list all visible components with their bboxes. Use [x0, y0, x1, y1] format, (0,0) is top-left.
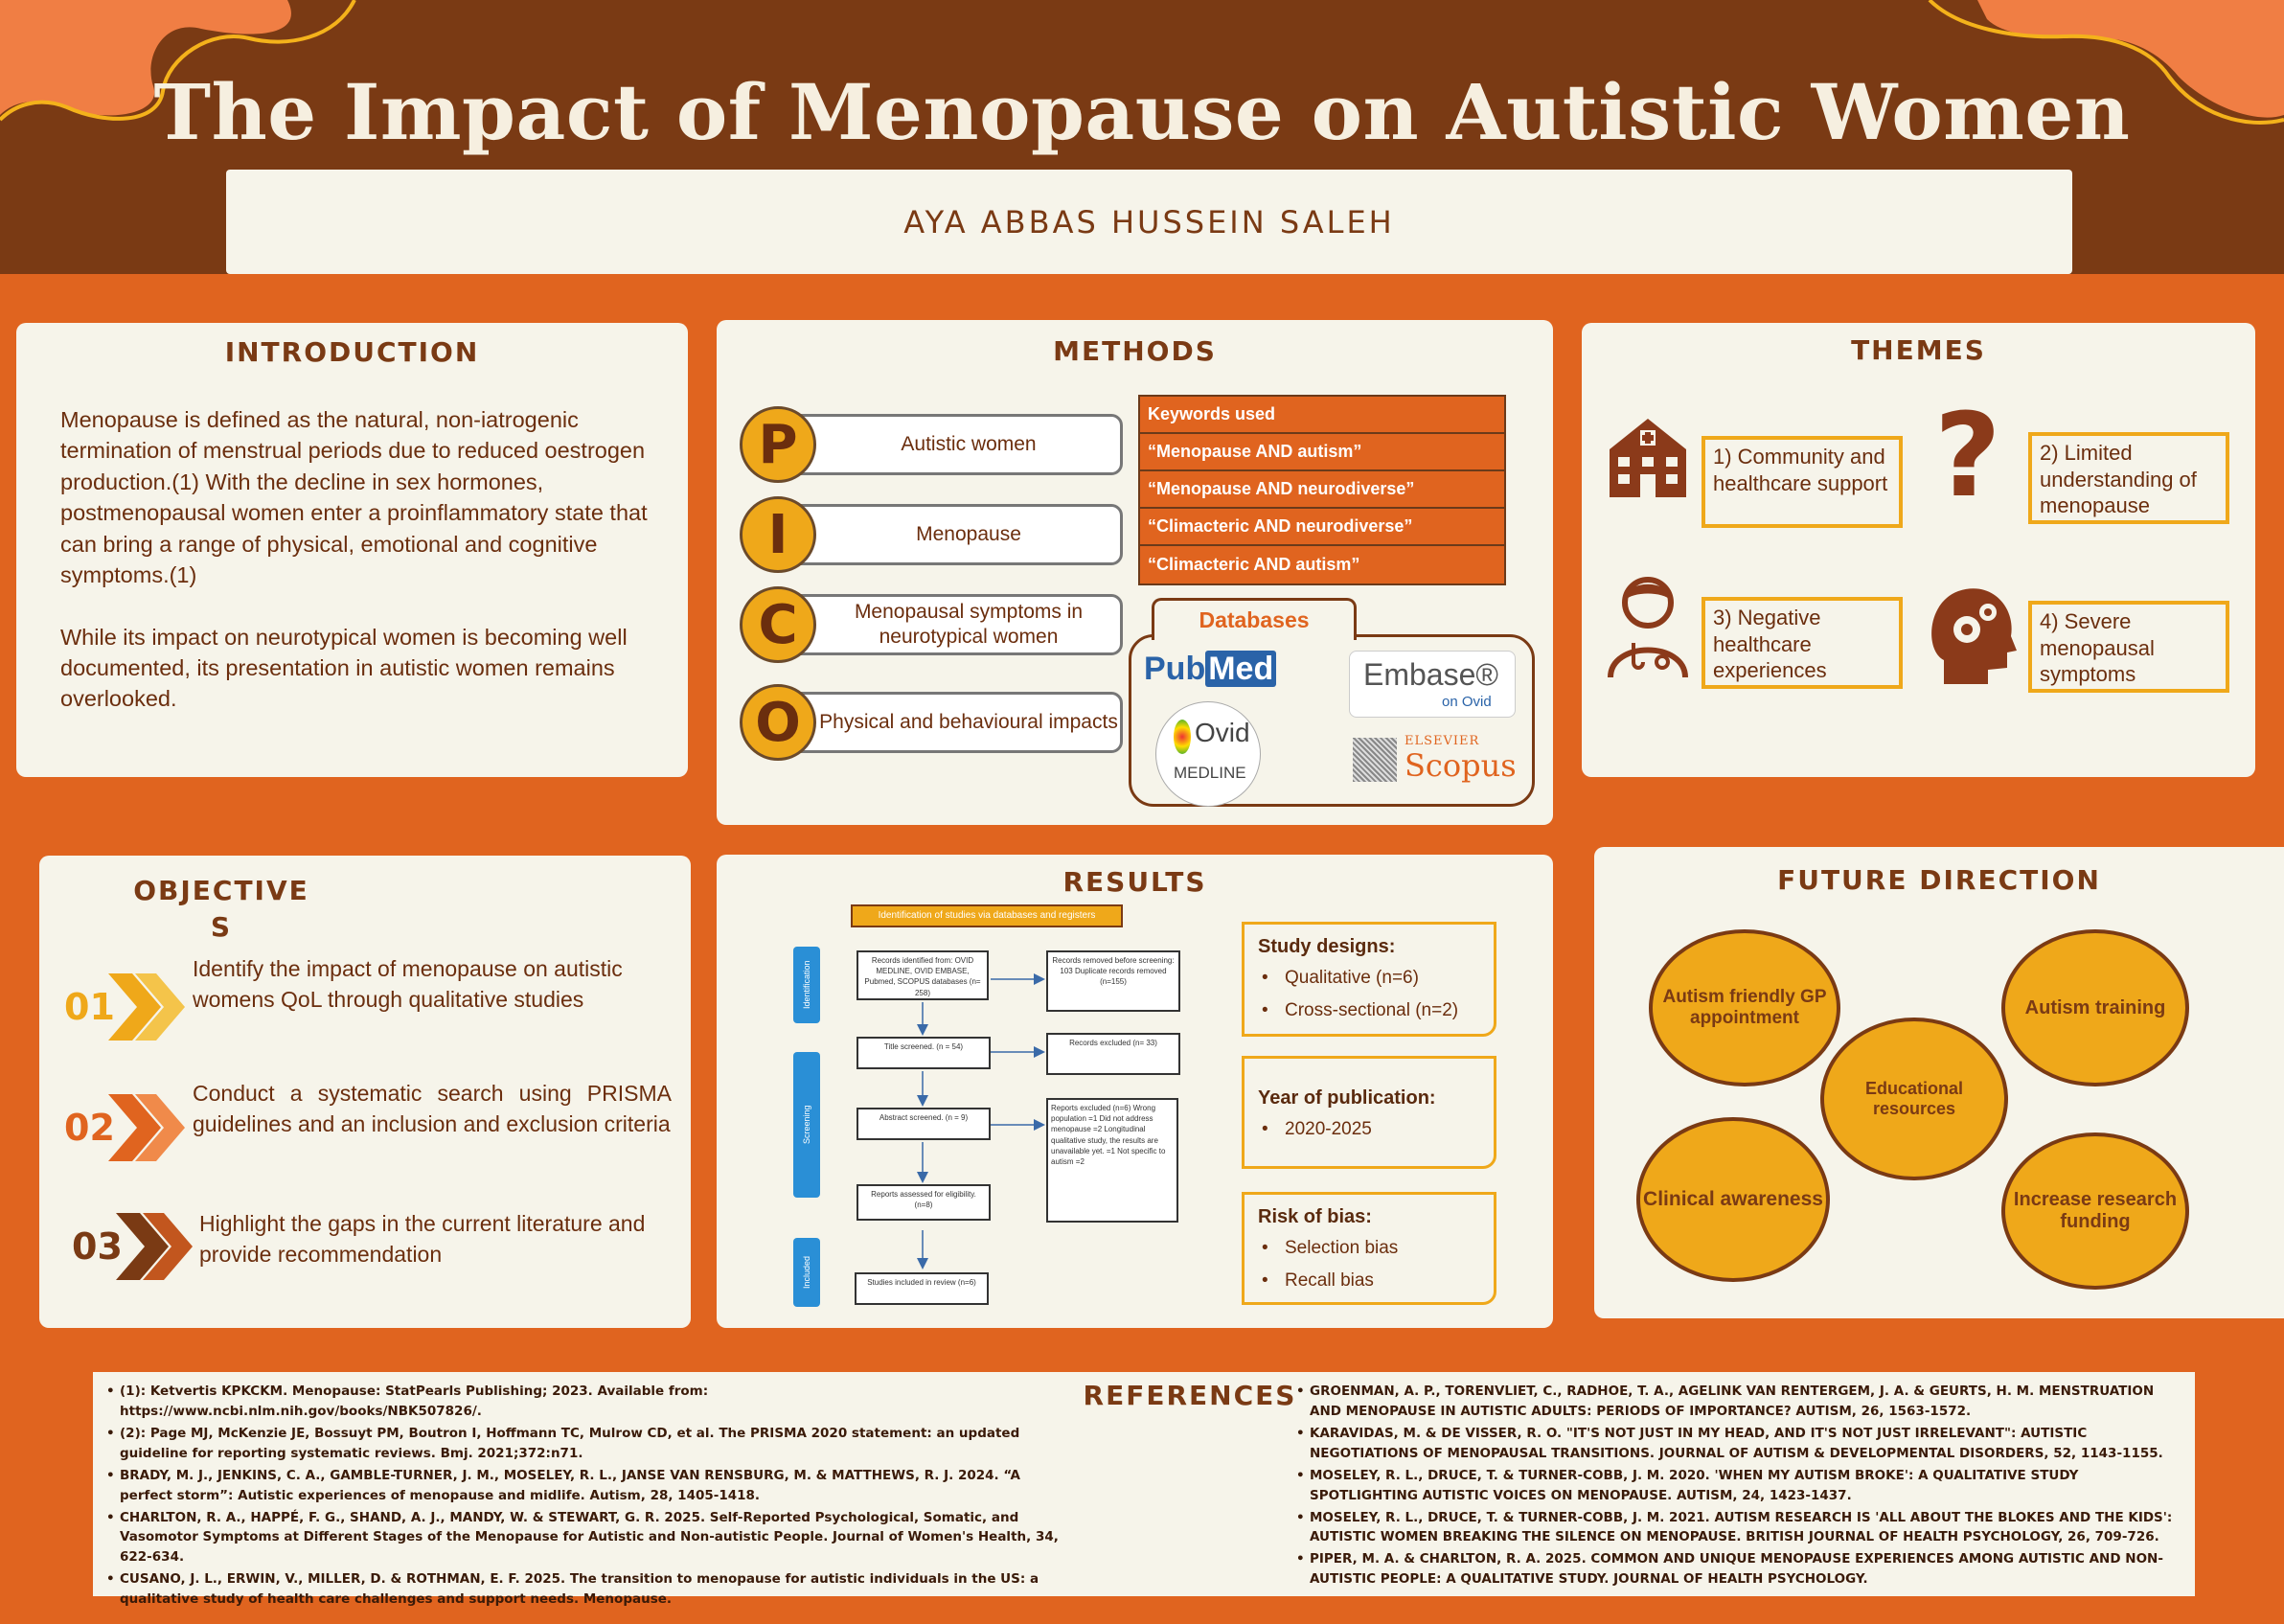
elsevier-logo-text: ELSEVIER	[1405, 734, 1480, 748]
bias-item: • Recall bias	[1258, 1270, 1480, 1292]
reference-item: • GROENMAN, A. P., TORENVLIET, C., RADHOE, T. A., AGELINK VAN RENTERGEM, J. A. & GEURTS, H. M. MENSTRUATION AND MENOPAUSE IN AUTISTIC ADULTS: PERIODS OF IMPORTANCE? AUTISM, 26, 1563-1572.	[1294, 1382, 2176, 1422]
ovid-logo-text: Ovid	[1195, 718, 1250, 747]
ovid-icon	[1174, 720, 1191, 754]
methods-panel	[717, 320, 1553, 825]
author-box	[226, 170, 2072, 274]
prisma-studies-included: Studies included in review (n=6)	[855, 1272, 989, 1305]
scopus-logo-text: Scopus	[1405, 747, 1517, 784]
future-item: Autism friendly GP appointment	[1649, 929, 1840, 1086]
pubmed-logo-text-a: Pub	[1144, 651, 1206, 687]
embase-logo	[1349, 651, 1516, 718]
embase-logo-sub: on Ovid	[1442, 694, 1492, 710]
introduction-title: INTRODUCTION	[224, 336, 480, 368]
bias-box	[1242, 1192, 1496, 1305]
prisma-header: Identification of studies via databases and registers	[851, 904, 1123, 927]
theme-3: 3) Negative healthcare experiences	[1702, 597, 1903, 689]
keyword-item: “Menopause AND autism”	[1140, 434, 1504, 471]
objectives-title-line-2: S	[210, 910, 233, 943]
keyword-item: “Menopause AND neurodiverse”	[1140, 471, 1504, 509]
future-item: Autism training	[2001, 929, 2189, 1086]
pico-row-p	[740, 406, 1123, 483]
prisma-reports-excluded: Reports excluded (n=6) Wrong population =1 Did not address menopause =2 Longitudinal qualitative study, the results are unavailable yet. =1 Not specific to autism =2	[1046, 1098, 1178, 1223]
study-designs-box	[1242, 922, 1496, 1037]
prisma-phase-screening: Screening	[793, 1052, 820, 1198]
objectives-title-line-1: OBJECTIVE	[133, 875, 309, 906]
keyword-item: “Climacteric AND neurodiverse”	[1140, 509, 1504, 546]
future-item: Increase research funding	[2001, 1132, 2189, 1290]
pubmed-logo-text-b: Med	[1205, 651, 1276, 687]
reference-item: • (2): Page MJ, McKenzie JE, Bossuyt PM, Boutron I, Hoffmann TC, Mulrow CD, et al. The PRISMA 2020 statement: an updated guideline for reporting systematic reviews. Bmj. 2021;372:n71.	[104, 1424, 1062, 1464]
objective-1-marker	[64, 969, 208, 1045]
prisma-records-removed: Records removed before screening: 103 Duplicate records removed (n=155)	[1046, 950, 1180, 1012]
medline-logo-text: MEDLINE	[1174, 764, 1246, 782]
prisma-phase-included: Included	[793, 1238, 820, 1307]
reference-item: • (1): Ketvertis KPKCKM. Menopause: StatPearls Publishing; 2023. Available from: https://www.ncbi.nlm.nih.gov/books/NBK507826/.	[104, 1382, 1062, 1422]
reference-item: • KARAVIDAS, M. & DE VISSER, R. O. "IT'S NOT JUST IN MY HEAD, AND IT'S NOT JUST IRRELEVANT": AUTISTIC NEGOTIATIONS OF MENOPAUSAL TRANSITIONS. JOURNAL OF AUTISM & DEVELOPMENTAL DISORDERS, 52, 1143-1155.	[1294, 1424, 2176, 1464]
objectives-panel	[39, 856, 691, 1328]
pico-row-o	[740, 684, 1123, 761]
reference-item: • MOSELEY, R. L., DRUCE, T. & TURNER-COBB, J. M. 2020. 'WHEN MY AUTISM BROKE': A QUALITATIVE STUDY SPOTLIGHTING AUTISTIC VOICES ON MENOPAUSE. AUTISM, 24, 1423-1437.	[1294, 1466, 2176, 1506]
study-design-item: • Cross-sectional (n=2)	[1258, 1000, 1480, 1021]
methods-title: METHODS	[1053, 335, 1217, 367]
theme-4: 4) Severe menopausal symptoms	[2028, 601, 2229, 693]
year-box	[1242, 1056, 1496, 1169]
ovid-medline-logo	[1155, 701, 1261, 807]
hospital-icon	[1605, 411, 1691, 497]
question-mark-icon: ?	[1934, 390, 2001, 523]
reference-item: • CHARLTON, R. A., HAPPÉ, F. G., SHAND, A. J., MANDY, W. & STEWART, G. R. 2025. Self-Reported Psychological, Somatic, and Vasomotor Symptoms at Different Stages of the Menopause for Autistic and Non-autistic People. Journal of Women's Health, 34, 622-634.	[104, 1508, 1062, 1568]
elsevier-tree-icon	[1353, 738, 1397, 782]
objective-2-number: 02	[64, 1107, 115, 1149]
pico-letter-p: P	[740, 406, 816, 483]
keyword-item: “Climacteric AND autism”	[1148, 555, 1360, 574]
objective-3-marker	[72, 1208, 216, 1285]
scopus-logo	[1353, 734, 1517, 788]
pico-letter-i: I	[740, 496, 816, 573]
prisma-reports-assessed: Reports assessed for eligibility. (n=8)	[856, 1184, 991, 1221]
references-panel	[93, 1372, 2195, 1608]
pico-letter-o: O	[740, 684, 816, 761]
prisma-phase-identification: Identification	[793, 947, 820, 1023]
results-panel	[717, 855, 1553, 1328]
future-item: Educational resources	[1820, 1018, 2008, 1180]
introduction-paragraph-1: Menopause is defined as the natural, non-iatrogenic termination of menstrual periods due to reduced oestrogen production.(1) With the decline in sex hormones, postmenopausal women enter a proinflammatory state that can bring a range of physical, emotional and cognitive symptoms.(1)	[60, 407, 648, 588]
reference-item: • PIPER, M. A. & CHARLTON, R. A. 2025. COMMON AND UNIQUE MENOPAUSE EXPERIENCES AMONG AUTISTIC AND NON-AUTISTIC PEOPLE: A QUALITATIVE STUDY. JOURNAL OF HEALTH PSYCHOLOGY.	[1294, 1549, 2176, 1590]
objective-2-marker	[64, 1089, 208, 1166]
head-gears-icon	[1925, 583, 2017, 689]
theme-2: 2) Limited understanding of menopause	[2028, 432, 2229, 524]
pico-framework	[740, 406, 1123, 809]
prisma-arrows	[717, 855, 1196, 1328]
introduction-paragraph-2: While its impact on neurotypical women is becoming well documented, its presentation in autistic women remains overlooked.	[60, 624, 628, 712]
prisma-records-excluded: Records excluded (n= 33)	[1046, 1033, 1180, 1075]
author-name: AYA ABBAS HUSSEIN SALEH	[903, 203, 1395, 240]
theme-1: 1) Community and healthcare support	[1702, 436, 1903, 528]
year-item: • 2020-2025	[1258, 1119, 1480, 1140]
pico-text-o: Physical and behavioural impacts	[789, 692, 1123, 753]
objective-2-text: Conduct a systematic search using PRISMA guidelines and an inclusion and exclusion criteria	[193, 1081, 672, 1137]
references-left-column	[104, 1382, 1062, 1612]
databases-label: Databases	[1152, 598, 1357, 640]
themes-panel	[1582, 323, 2255, 777]
keywords-header: Keywords used	[1140, 397, 1504, 434]
embase-logo-text: Embase®	[1363, 657, 1498, 692]
objective-3-text: Highlight the gaps in the current literature and provide recommendation	[199, 1211, 646, 1268]
doctor-icon	[1605, 574, 1691, 679]
references-right-column	[1294, 1382, 2176, 1591]
chevron-arrows-icon	[108, 1089, 194, 1166]
future-direction-title: FUTURE DIRECTION	[1777, 864, 2101, 896]
bias-item: • Selection bias	[1258, 1238, 1480, 1259]
objective-3-number: 03	[72, 1225, 123, 1268]
pubmed-logo	[1144, 651, 1276, 688]
reference-item: • BRADY, M. J., JENKINS, C. A., GAMBLE-TURNER, J. M., MOSELEY, R. L., JANSE VAN RENSBURG, M. & MATTHEWS, R. J. 2024. “A perfect storm”: Autistic experiences of menopause and midlife. Autism, 28, 1405-1418.	[104, 1466, 1062, 1506]
chevron-arrows-icon	[116, 1208, 202, 1285]
chevron-arrows-icon	[108, 969, 194, 1045]
pico-row-c	[740, 586, 1123, 663]
prisma-records-identified: Records identified from: OVID MEDLINE, OVID EMBASE, Pubmed, SCOPUS databases (n= 258)	[856, 950, 989, 1000]
reference-item: • MOSELEY, R. L., DRUCE, T. & TURNER-COBB, J. M. 2021. AUTISM RESEARCH IS 'ALL ABOUT THE BLOKES AND THE KIDS': AUTISTIC WOMEN BREAKING THE SILENCE ON MENOPAUSE. BRITISH JOURNAL OF HEALTH PSYCHOLOGY, 26, 709-726.	[1294, 1508, 2176, 1548]
future-direction-panel	[1594, 847, 2284, 1318]
pico-row-i	[740, 496, 1123, 573]
prisma-title-screened: Title screened. (n = 54)	[856, 1037, 991, 1069]
pico-letter-c: C	[740, 586, 816, 663]
study-designs-heading: Study designs:	[1258, 936, 1396, 957]
references-title: REFERENCES	[1083, 1380, 1297, 1411]
reference-item: • CUSANO, J. L., ERWIN, V., MILLER, D. & ROTHMAN, E. F. 2025. The transition to menopause for autistic individuals in the US: a qualitative study of health care challenges and support needs. Menopause.	[104, 1569, 1062, 1610]
pico-text-p: Autistic women	[789, 414, 1123, 475]
year-heading: Year of publication:	[1258, 1087, 1436, 1109]
poster-title: The Impact of Menopause on Autistic Women	[153, 67, 2131, 157]
pico-text-c: Menopausal symptoms in neurotypical women	[789, 594, 1123, 655]
study-design-item: • Qualitative (n=6)	[1258, 968, 1480, 989]
results-title: RESULTS	[1062, 866, 1207, 898]
bias-heading: Risk of bias:	[1258, 1206, 1372, 1227]
pico-text-i: Menopause	[789, 504, 1123, 565]
keywords-table	[1138, 395, 1506, 585]
objective-1-number: 01	[64, 986, 115, 1028]
objective-1-text: Identify the impact of menopause on autistic womens QoL through qualitative studies	[193, 956, 623, 1013]
themes-title: THEMES	[1851, 334, 1986, 366]
introduction-panel	[16, 323, 688, 777]
future-item: Clinical awareness	[1636, 1117, 1830, 1282]
prisma-abstract-screened: Abstract screened. (n = 9)	[856, 1108, 991, 1140]
